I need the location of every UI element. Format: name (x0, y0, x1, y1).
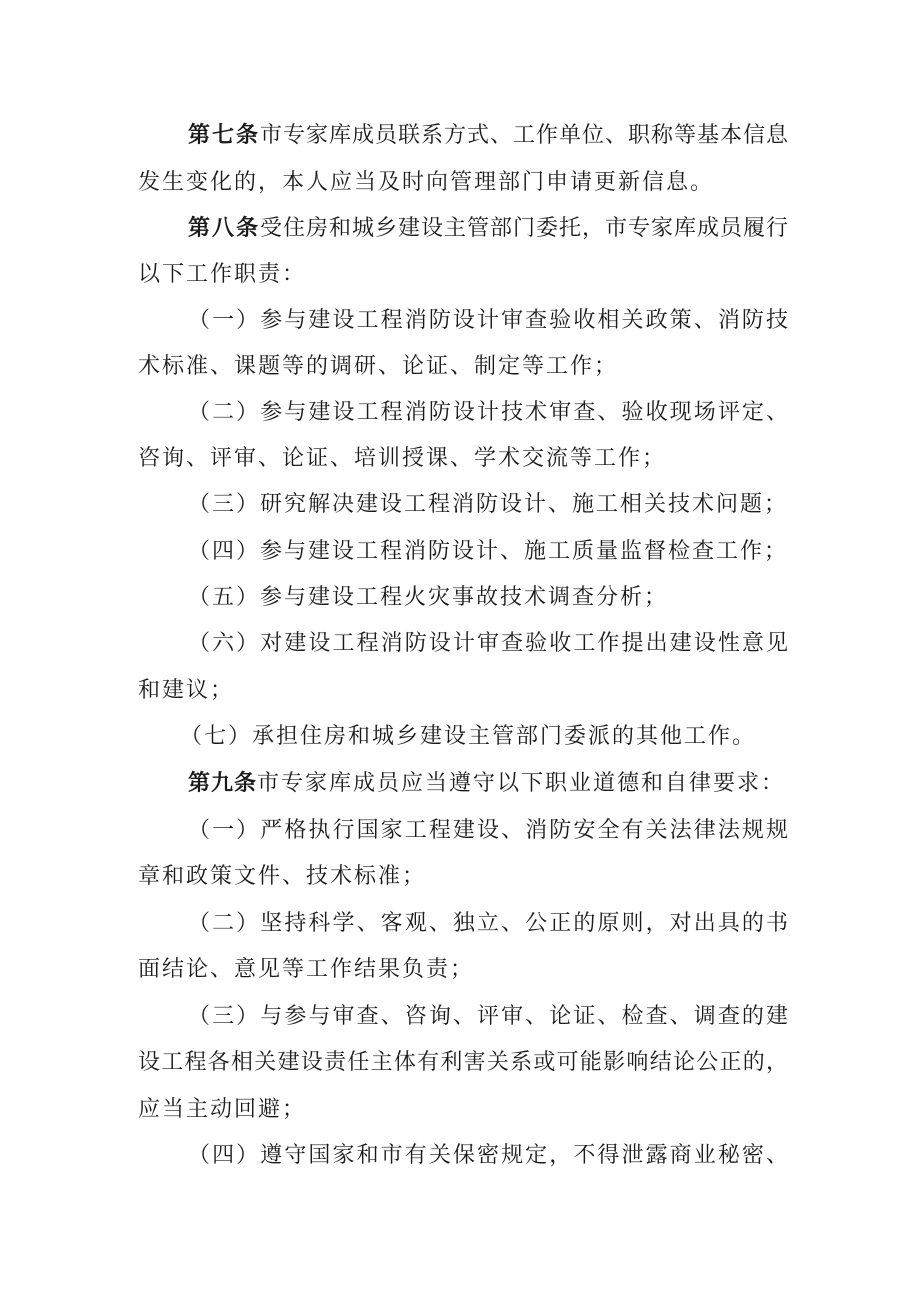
article-9-item-1-line-1: （一）严格执行国家工程建设、消防安全有关法律法规规 (188, 818, 788, 843)
article-8-item-7: （七）承担住房和城乡建设主管部门委派的其他工作。 (180, 724, 757, 749)
article-8-item-6-line-2: 和建议； (138, 678, 235, 703)
article-9-item-2-line-2: 面结论、意见等工作结果负责； (138, 957, 475, 982)
article-8-item-4: （四）参与建设工程消防设计、施工质量监督检查工作； (188, 539, 789, 564)
article-7-heading: 第七条 (188, 123, 260, 148)
article-9-item-4-line-1: （四）遵守国家和市有关保密规定，不得泄露商业秘密、 (188, 1143, 788, 1168)
article-8-item-2-line-1: （二）参与建设工程消防设计技术审查、验收现场评定、 (188, 400, 788, 425)
article-9-item-3-line-1: （三）与参与审查、咨询、评审、论证、检查、调查的建 (188, 1004, 788, 1029)
article-8-text-2: 以下工作职责： (138, 262, 307, 287)
article-7-first-line (188, 121, 788, 151)
article-7-text-2: 发生变化的，本人应当及时向管理部门申请更新信息。 (138, 170, 715, 195)
article-9-item-2-line-1: （二）坚持科学、客观、独立、公正的原则，对出具的书 (188, 911, 788, 936)
article-8-text-1: 受住房和城乡建设主管部门委托，市专家库成员履行 (260, 216, 788, 241)
article-9-item-3-line-3: 应当主动回避； (138, 1097, 307, 1122)
article-9-item-3-line-2: 设工程各相关建设责任主体有利害关系或可能影响结论公正的， (138, 1050, 788, 1075)
article-8-first-line (188, 214, 788, 244)
article-9-text-1: 市专家库成员应当遵守以下职业道德和自律要求： (257, 771, 786, 796)
article-8-item-1-line-1: （一）参与建设工程消防设计审查验收相关政策、消防技 (188, 308, 788, 333)
article-8-item-5: （五）参与建设工程火灾事故技术调查分析； (188, 585, 669, 610)
article-8-item-1-line-2: 术标准、课题等的调研、论证、制定等工作； (138, 354, 619, 379)
article-9-heading: 第九条 (188, 771, 258, 796)
article-7-text-1: 市专家库成员联系方式、工作单位、职称等基本信息 (260, 123, 788, 148)
article-8-item-3: （三）研究解决建设工程消防设计、施工相关技术问题； (188, 492, 789, 517)
article-9-first-line (188, 769, 838, 799)
article-9-item-1-line-2: 章和政策文件、技术标准； (138, 864, 427, 889)
article-8-heading: 第八条 (188, 216, 260, 241)
article-8-item-2-line-2: 咨询、评审、论证、培训授课、学术交流等工作； (138, 446, 667, 471)
article-8-item-6-line-1: （六）对建设工程消防设计审查验收工作提出建设性意见 (188, 631, 788, 656)
